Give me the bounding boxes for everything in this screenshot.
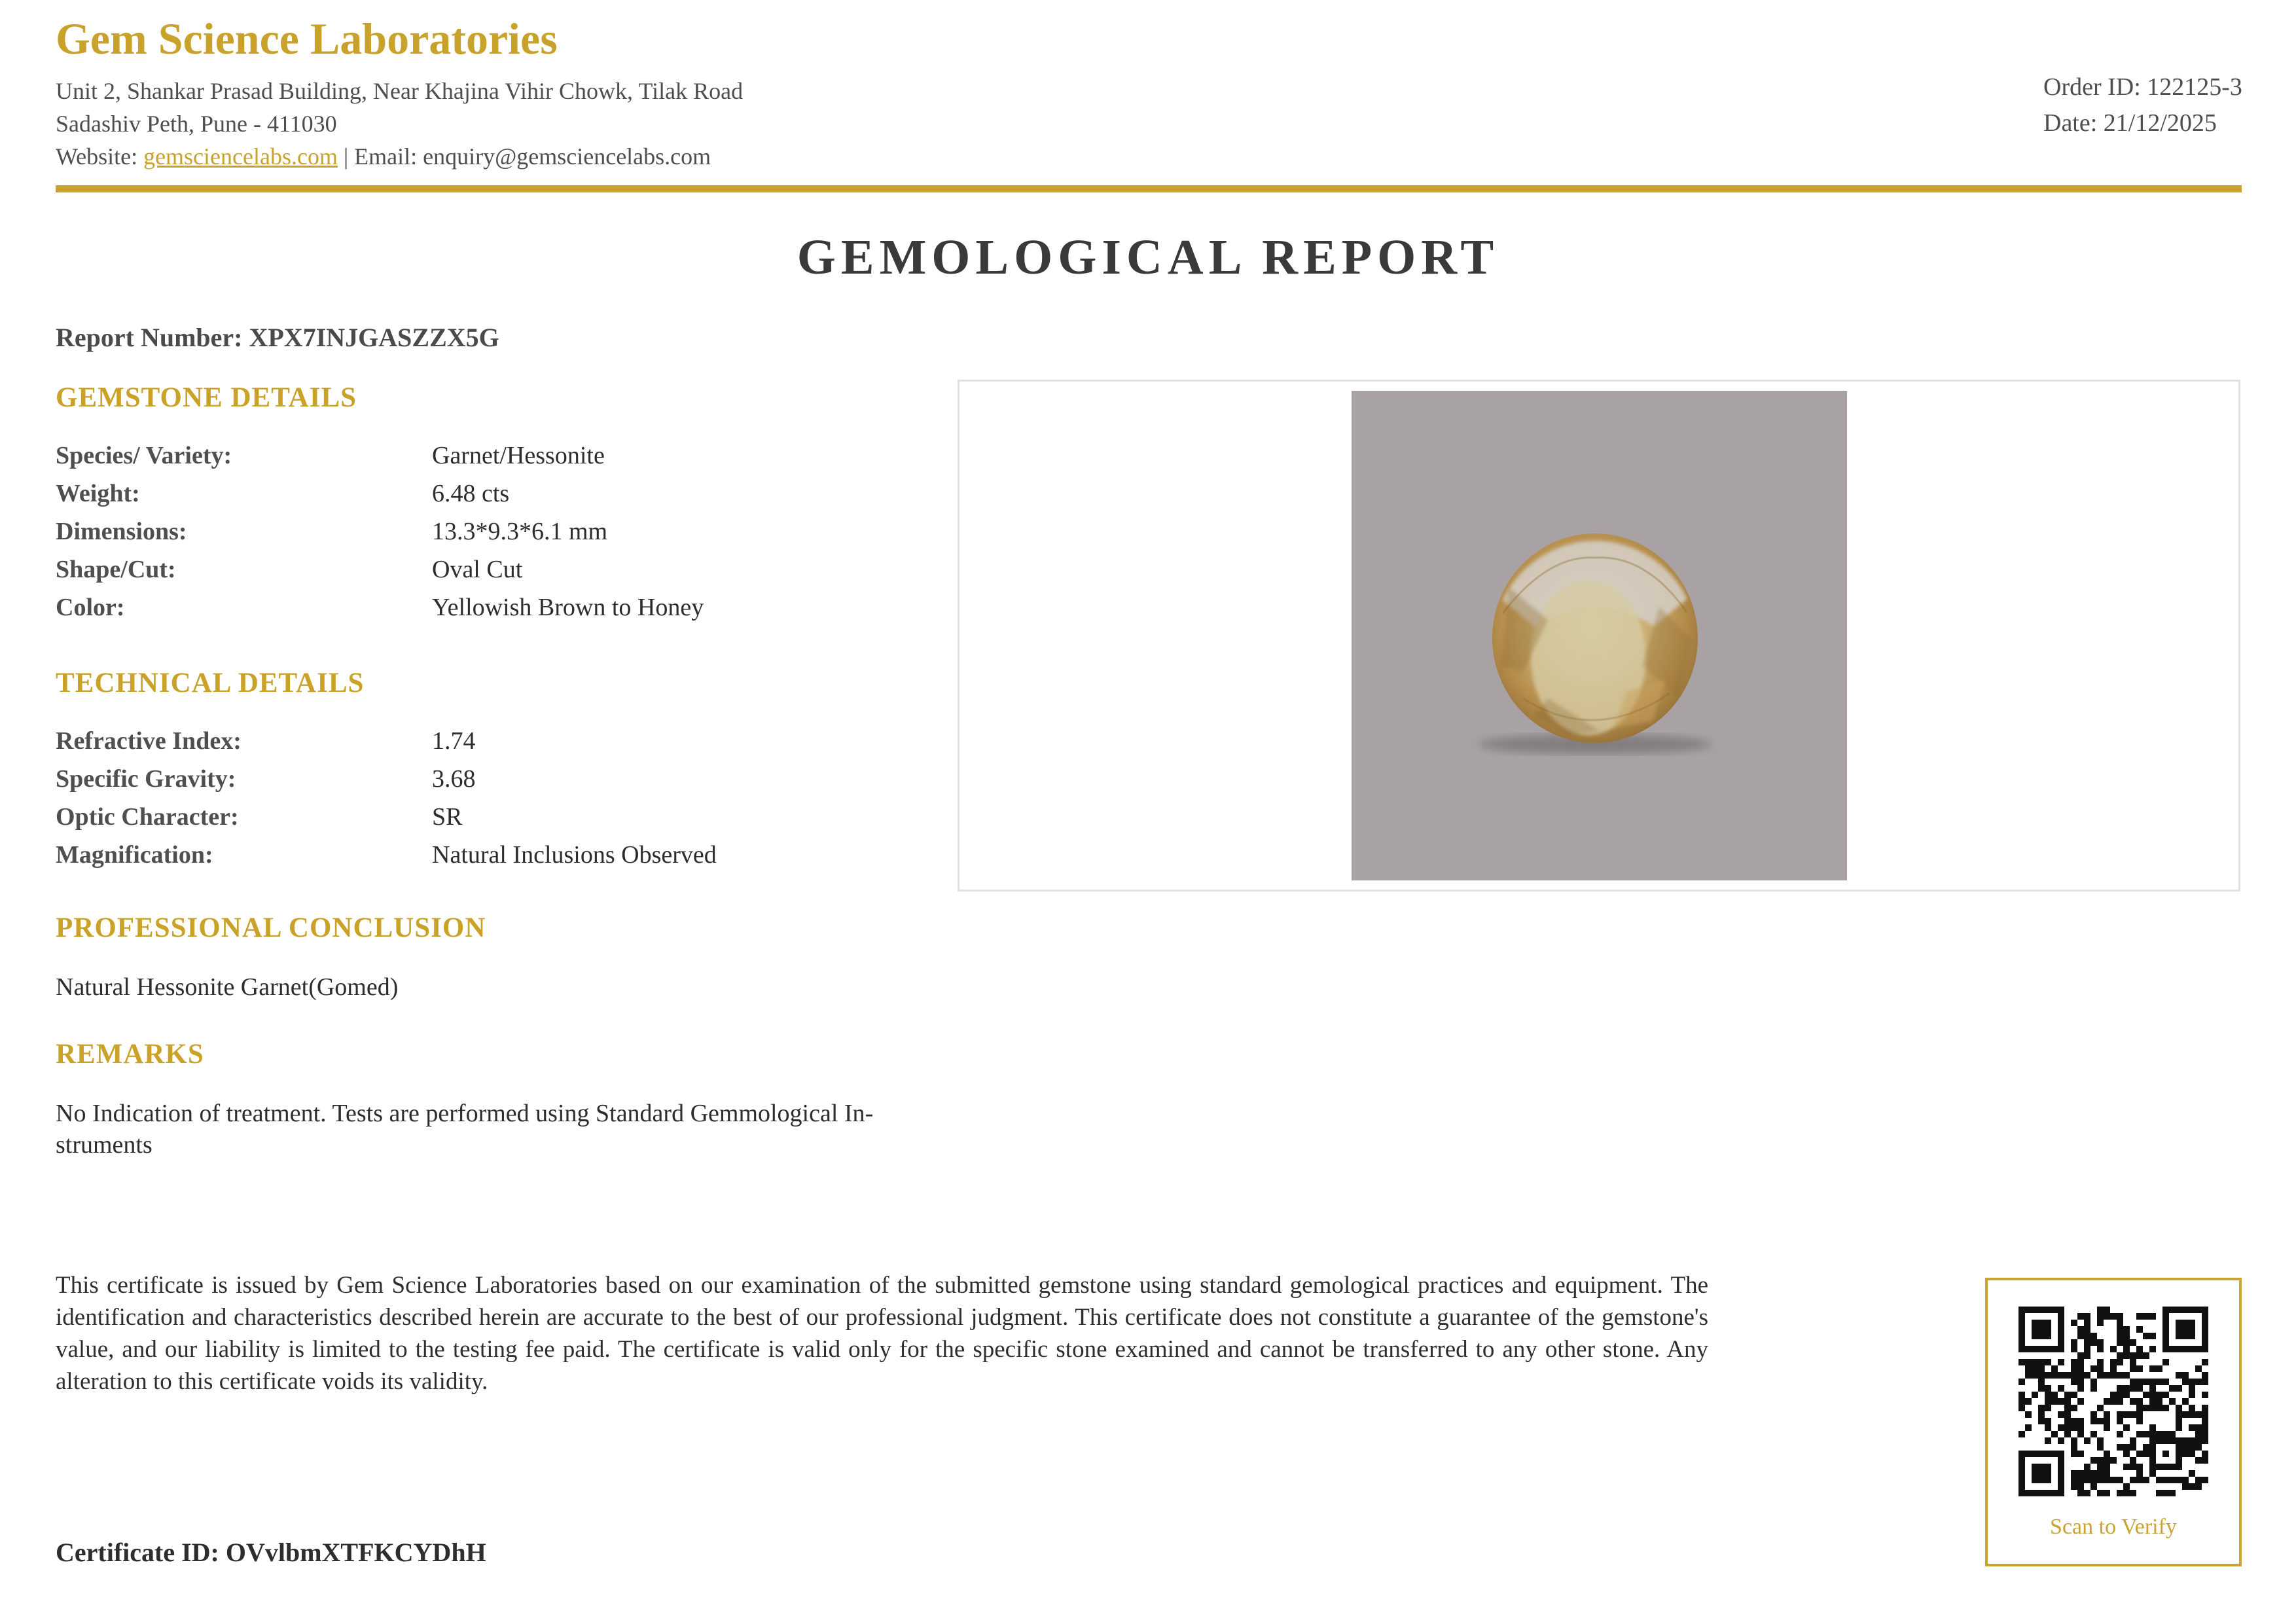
gemstone-photo-frame (958, 380, 2240, 892)
technical-details-section (56, 666, 717, 878)
detail-value: Natural Inclusions Observed (432, 841, 717, 869)
order-id: Order ID: 122125-3 (2043, 73, 2242, 101)
report-number: Report Number: XPX7INJGASZZX5G (56, 323, 499, 352)
professional-conclusion-heading: PROFESSIONAL CONCLUSION (56, 912, 486, 943)
detail-row-optic-character (56, 803, 717, 831)
email-text: | Email: enquiry@gemsciencelabs.com (337, 143, 711, 170)
remarks-text: No Indication of treatment. Tests are performed using Standard Gemmological Instruments (56, 1100, 874, 1159)
address-line-2: Sadashiv Peth, Pune - 411030 (56, 111, 337, 137)
detail-label: Species/ Variety: (56, 442, 232, 469)
page-title: GEMOLOGICAL REPORT (797, 230, 1499, 285)
header-divider (56, 185, 2242, 192)
detail-label: Magnification: (56, 841, 213, 869)
website-link[interactable]: gemsciencelabs.com (143, 143, 338, 170)
detail-value: Yellowish Brown to Honey (432, 594, 704, 621)
address-line-1: Unit 2, Shankar Prasad Building, Near Khajina Vihir Chowk, Tilak Road (56, 78, 744, 104)
detail-value: 6.48 cts (432, 480, 510, 507)
detail-label: Shape/Cut: (56, 556, 176, 583)
detail-value: 13.3*9.3*6.1 mm (432, 518, 608, 545)
remarks-section (56, 1038, 926, 1161)
detail-row-color (56, 593, 704, 622)
detail-row-shape (56, 555, 704, 584)
qr-verify-box (1985, 1278, 2242, 1566)
header (56, 13, 743, 173)
qr-caption: Scan to Verify (2050, 1515, 2177, 1539)
remarks-heading: REMARKS (56, 1039, 204, 1070)
detail-label: Weight: (56, 480, 140, 507)
detail-label: Color: (56, 594, 125, 621)
gemstone-details-heading: GEMSTONE DETAILS (56, 382, 357, 413)
order-date: Date: 21/12/2025 (2043, 109, 2217, 137)
qr-code (2018, 1307, 2208, 1496)
gemstone-image (1352, 391, 1847, 880)
disclaimer-text: This certificate is issued by Gem Science Laboratories based on our examination of the submitted gemstone using standard gemological practices and equipment. The identification and characteristics described herein are accurate to the best of our professional judgment. This certificate does not constitute a guarantee of the gemstone's value, and our liability is limited to the testing fee paid. The certificate is valid only for the specific stone examined and cannot be transferred to any other stone. Any alteration to this certificate voids its validity. (56, 1272, 1708, 1395)
website-label: Website: (56, 143, 144, 170)
professional-conclusion-text: Natural Hessonite Garnet(Gomed) (56, 973, 399, 1001)
detail-row-specific-gravity (56, 765, 717, 793)
detail-value: Garnet/Hessonite (432, 442, 605, 469)
detail-value: SR (432, 803, 463, 831)
detail-value: 1.74 (432, 727, 476, 755)
detail-label: Specific Gravity: (56, 765, 236, 793)
detail-row-refractive-index (56, 727, 717, 755)
detail-label: Dimensions: (56, 518, 187, 545)
detail-value: Oval Cut (432, 556, 523, 583)
professional-conclusion-section (56, 911, 486, 1003)
detail-label: Optic Character: (56, 803, 239, 831)
detail-row-weight (56, 479, 704, 508)
detail-row-magnification (56, 840, 717, 869)
gemstone-details-section (56, 381, 704, 631)
certificate-id: Certificate ID: OVvlbmXTFKCYDhH (56, 1538, 486, 1567)
technical-details-heading: TECHNICAL DETAILS (56, 668, 365, 698)
contact-line (56, 140, 743, 173)
order-info (2043, 69, 2242, 141)
detail-value: 3.68 (432, 765, 476, 793)
detail-row-dimensions (56, 517, 704, 546)
detail-row-species (56, 441, 704, 470)
detail-label: Refractive Index: (56, 727, 242, 755)
company-name: Gem Science Laboratories (56, 14, 558, 63)
